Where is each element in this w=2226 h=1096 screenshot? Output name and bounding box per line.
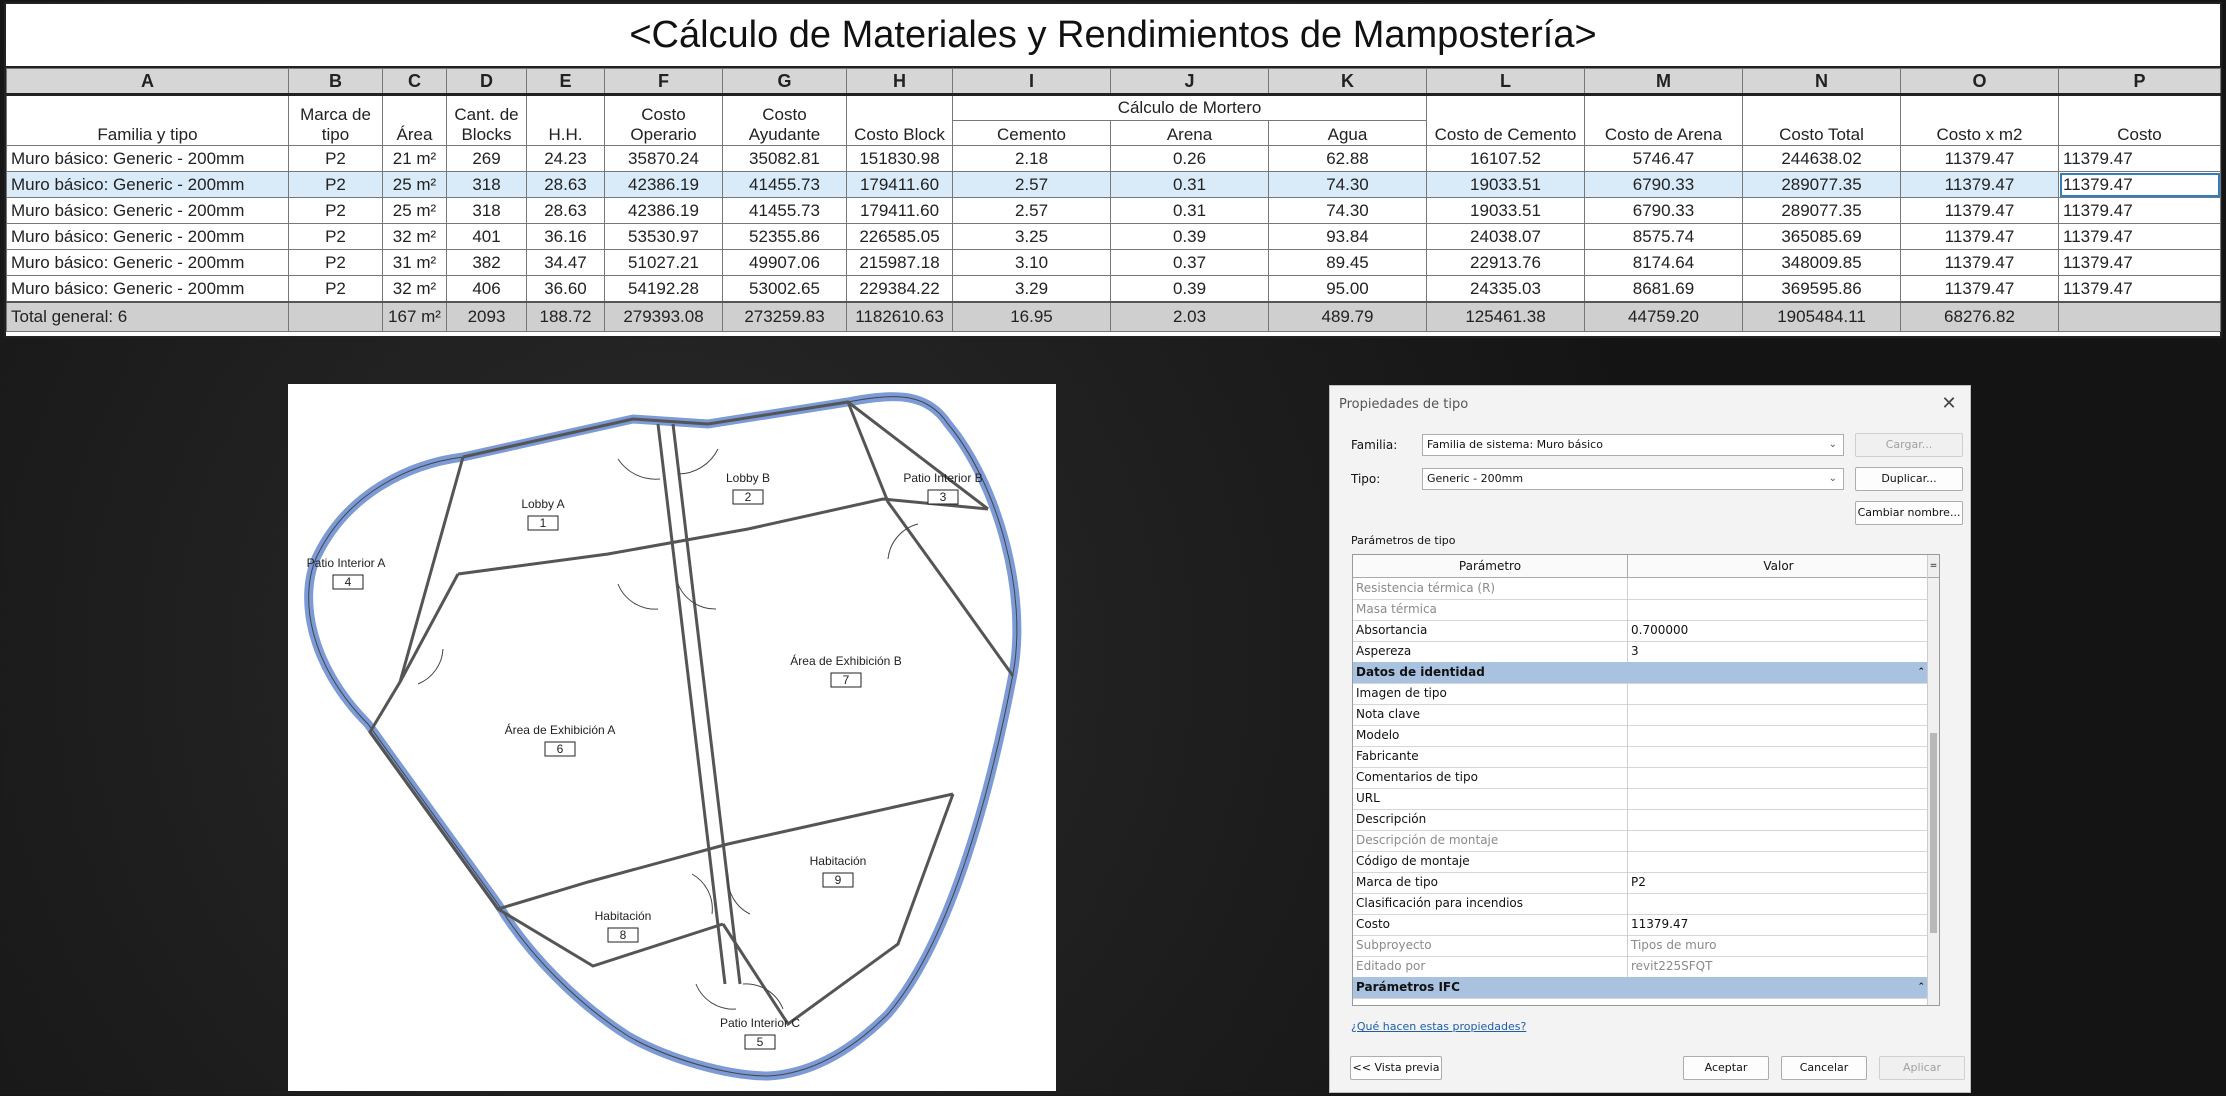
column-divider: [1627, 935, 1628, 956]
column-letter-header[interactable]: F: [605, 69, 723, 95]
schedule-cell[interactable]: 53002.65: [723, 276, 847, 303]
column-header-line: Ayudante: [748, 125, 821, 144]
schedule-cell[interactable]: 24038.07: [1427, 224, 1585, 250]
parameter-name: URL: [1356, 791, 1380, 805]
schedule-cell[interactable]: 53530.97: [605, 224, 723, 250]
total-cell: Total general: 6: [7, 302, 289, 332]
schedule-cell[interactable]: 62.88: [1269, 146, 1427, 172]
column-header[interactable]: Agua: [1269, 121, 1427, 146]
column-letter-header[interactable]: J: [1111, 69, 1269, 95]
parameter-value[interactable]: Tipos de muro: [1631, 938, 1717, 952]
parameter-row[interactable]: [1353, 578, 1929, 600]
column-divider: [1627, 893, 1628, 914]
room-name: Habitación: [809, 854, 867, 868]
parameter-row[interactable]: [1353, 788, 1929, 810]
room-number: 1: [539, 516, 547, 530]
schedule-cell[interactable]: 8174.64: [1585, 250, 1743, 276]
parametros-label: Parámetros de tipo: [1351, 534, 1456, 547]
parameter-name: Costo: [1356, 917, 1391, 931]
schedule-cell[interactable]: 151830.98: [847, 146, 953, 172]
collapse-icon[interactable]: ⌃: [1917, 667, 1925, 677]
schedule-cell[interactable]: 348009.85: [1743, 250, 1901, 276]
schedule-cell[interactable]: 36.60: [527, 276, 605, 303]
schedule-cell[interactable]: P2: [289, 250, 383, 276]
parameter-name: Marca de tipo: [1356, 875, 1438, 889]
column-header[interactable]: [289, 95, 383, 146]
parameter-row[interactable]: [1353, 746, 1929, 768]
parameter-value[interactable]: 3: [1631, 644, 1639, 658]
schedule-cell[interactable]: 229384.22: [847, 276, 953, 303]
room-number: 7: [842, 673, 850, 687]
column-header-line: Familia y tipo: [97, 125, 198, 144]
parameter-name: Resistencia térmica (R): [1356, 581, 1496, 595]
parameter-row[interactable]: [1353, 851, 1929, 873]
column-header[interactable]: [605, 95, 723, 146]
room-number: 2: [744, 490, 752, 504]
total-cell: 44759.20: [1585, 302, 1743, 332]
schedule-row[interactable]: [7, 172, 2221, 198]
schedule-cell[interactable]: 2.57: [953, 172, 1111, 198]
schedule-cell[interactable]: 2.18: [953, 146, 1111, 172]
schedule-cell[interactable]: 11379.47: [2059, 276, 2221, 303]
column-letter-header[interactable]: K: [1269, 69, 1427, 95]
column-header-line: H.H.: [548, 125, 583, 144]
schedule-cell[interactable]: 19033.51: [1427, 198, 1585, 224]
schedule-row[interactable]: [7, 146, 2221, 172]
schedule-cell[interactable]: 215987.18: [847, 250, 953, 276]
parameter-row[interactable]: [1353, 641, 1929, 663]
schedule-cell[interactable]: 244638.02: [1743, 146, 1901, 172]
schedule-cell[interactable]: 54192.28: [605, 276, 723, 303]
schedule-cell[interactable]: 35082.81: [723, 146, 847, 172]
parameter-row[interactable]: [1353, 620, 1929, 642]
schedule-cell[interactable]: 74.30: [1269, 198, 1427, 224]
schedule-cell[interactable]: Muro básico: Generic - 200mm: [7, 224, 289, 250]
column-letter-header[interactable]: M: [1585, 69, 1743, 95]
column-letter-header[interactable]: O: [1901, 69, 2059, 95]
column-header[interactable]: Arena: [1111, 121, 1269, 146]
column-header-line: Costo: [762, 105, 807, 124]
column-letter-header[interactable]: N: [1743, 69, 1901, 95]
schedule-cell[interactable]: 19033.51: [1427, 172, 1585, 198]
column-divider: [1627, 746, 1628, 767]
parameter-name: Aspereza: [1356, 644, 1412, 658]
schedule-cell[interactable]: 52355.86: [723, 224, 847, 250]
column-header-line: Costo Total: [1779, 125, 1864, 144]
schedule-cell[interactable]: 6790.33: [1585, 172, 1743, 198]
column-header-parametro[interactable]: Parámetro: [1353, 555, 1628, 577]
schedule-cell[interactable]: P2: [289, 146, 383, 172]
schedule-cell[interactable]: 42386.19: [605, 172, 723, 198]
familia-label: Familia:: [1351, 438, 1398, 452]
schedule-cell[interactable]: 11379.47: [1901, 224, 2059, 250]
schedule-cell[interactable]: Muro básico: Generic - 200mm: [7, 146, 289, 172]
parameter-row[interactable]: [1353, 830, 1929, 852]
column-header[interactable]: [1901, 95, 2059, 146]
room-tags: [307, 471, 983, 1049]
schedule-cell[interactable]: 0.26: [1111, 146, 1269, 172]
column-divider: [1627, 851, 1628, 872]
parameter-row[interactable]: [1353, 704, 1929, 726]
schedule-cell[interactable]: 382: [447, 250, 527, 276]
schedule-cell[interactable]: P2: [289, 276, 383, 303]
scrollbar-thumb[interactable]: [1930, 733, 1937, 933]
vertical-scrollbar[interactable]: [1927, 555, 1939, 1005]
active-cell[interactable]: 11379.47: [2059, 172, 2221, 198]
room-name: Área de Exhibición A: [504, 723, 616, 737]
parameter-row[interactable]: [1353, 893, 1929, 915]
room-name: Patio Interior C: [719, 1016, 801, 1030]
schedule-cell[interactable]: 8575.74: [1585, 224, 1743, 250]
schedule-cell[interactable]: 179411.60: [847, 172, 953, 198]
schedule-cell[interactable]: 8681.69: [1585, 276, 1743, 303]
schedule-row[interactable]: [7, 276, 2221, 303]
column-header[interactable]: [723, 95, 847, 146]
schedule-cell[interactable]: 318: [447, 198, 527, 224]
schedule-cell[interactable]: Muro básico: Generic - 200mm: [7, 250, 289, 276]
schedule-cell[interactable]: 24335.03: [1427, 276, 1585, 303]
parameter-name: Parámetros IFC: [1356, 980, 1460, 994]
column-header[interactable]: Cemento: [953, 121, 1111, 146]
room-number: 8: [619, 928, 627, 942]
schedule-cell[interactable]: 32 m²: [383, 224, 447, 250]
column-header-line: Cant. de: [454, 105, 519, 124]
total-cell: 2093: [447, 302, 527, 332]
schedule-cell[interactable]: 369595.86: [1743, 276, 1901, 303]
schedule-cell[interactable]: 11379.47: [2059, 146, 2221, 172]
schedule-cell[interactable]: 2.57: [953, 198, 1111, 224]
total-cell: 279393.08: [605, 302, 723, 332]
schedule-cell[interactable]: 179411.60: [847, 198, 953, 224]
parameter-group-row[interactable]: [1353, 662, 1929, 684]
exterior-wall: [306, 397, 1017, 1076]
schedule-title: <Cálculo de Materiales y Rendimientos de Mampostería>: [6, 4, 2220, 68]
column-divider: [1627, 620, 1628, 641]
schedule-cell[interactable]: 42386.19: [605, 198, 723, 224]
parameter-row[interactable]: [1353, 914, 1929, 936]
column-header[interactable]: [527, 95, 605, 146]
schedule-cell[interactable]: 34.47: [527, 250, 605, 276]
column-header[interactable]: [447, 95, 527, 146]
column-divider: [1627, 788, 1628, 809]
schedule-cell[interactable]: 11379.47: [2059, 198, 2221, 224]
schedule-cell[interactable]: 41455.73: [723, 172, 847, 198]
schedule-cell[interactable]: 401: [447, 224, 527, 250]
room-number: 9: [834, 873, 842, 887]
schedule-cell[interactable]: 318: [447, 172, 527, 198]
tipo-dropdown[interactable]: [1422, 468, 1844, 490]
total-cell: 273259.83: [723, 302, 847, 332]
room-name: Habitación: [594, 909, 652, 923]
total-cell: 188.72: [527, 302, 605, 332]
schedule-cell[interactable]: Muro básico: Generic - 200mm: [7, 172, 289, 198]
doors: [418, 449, 918, 1009]
schedule-cell[interactable]: 0.31: [1111, 198, 1269, 224]
schedule-cell[interactable]: 74.30: [1269, 172, 1427, 198]
parameter-name: Imagen de tipo: [1356, 686, 1447, 700]
schedule-cell[interactable]: 93.84: [1269, 224, 1427, 250]
schedule-cell[interactable]: P2: [289, 172, 383, 198]
schedule-cell[interactable]: 11379.47: [1901, 276, 2059, 303]
vista-previa-button[interactable]: << Vista previa: [1350, 1056, 1442, 1080]
total-cell: 167 m²: [383, 302, 447, 332]
cancelar-button[interactable]: Cancelar: [1781, 1056, 1867, 1080]
column-header-line: Operario: [630, 125, 697, 144]
cambiar-nombre-button[interactable]: Cambiar nombre...: [1855, 501, 1963, 525]
parameter-name: Código de montaje: [1356, 854, 1470, 868]
schedule-cell[interactable]: 11379.47: [1901, 250, 2059, 276]
column-letter-header[interactable]: P: [2059, 69, 2221, 95]
floor-plan-drawing: [288, 384, 1056, 1091]
duplicar-button[interactable]: Duplicar...: [1855, 467, 1963, 491]
schedule-cell[interactable]: 11379.47: [1901, 172, 2059, 198]
column-header[interactable]: [847, 95, 953, 146]
parameter-value[interactable]: 11379.47: [1631, 917, 1689, 931]
familia-value: Familia de sistema: Muro básico: [1427, 438, 1603, 451]
schedule-cell[interactable]: 269: [447, 146, 527, 172]
parameter-name: Masa térmica: [1356, 602, 1437, 616]
schedule-cell[interactable]: 0.39: [1111, 224, 1269, 250]
schedule-cell[interactable]: 0.31: [1111, 172, 1269, 198]
parameter-name: Datos de identidad: [1356, 665, 1485, 679]
tipo-value: Generic - 200mm: [1427, 472, 1524, 485]
room-name: Lobby B: [725, 471, 771, 485]
total-cell: 489.79: [1269, 302, 1427, 332]
column-header-line: Marca de: [300, 105, 371, 124]
column-letter-header[interactable]: A: [7, 69, 289, 95]
schedule-cell[interactable]: 11379.47: [2059, 250, 2221, 276]
column-header[interactable]: [1585, 95, 1743, 146]
schedule-row[interactable]: [7, 224, 2221, 250]
schedule-cell[interactable]: 95.00: [1269, 276, 1427, 303]
parameter-row[interactable]: [1353, 725, 1929, 747]
parameter-row[interactable]: [1353, 809, 1929, 831]
type-properties-dialog: [1329, 385, 1971, 1093]
chevron-down-icon: ⌄: [1828, 473, 1837, 484]
column-header-line: Costo x m2: [1936, 125, 2023, 144]
schedule-cell[interactable]: 6790.33: [1585, 198, 1743, 224]
schedule-cell[interactable]: 24.23: [527, 146, 605, 172]
total-cell: 1905484.11: [1743, 302, 1901, 332]
schedule-cell[interactable]: 11379.47: [1901, 198, 2059, 224]
parameter-value[interactable]: revit225SFQT: [1631, 959, 1713, 973]
column-header-line: Costo: [641, 105, 686, 124]
schedule-table: [6, 68, 2221, 332]
column-header-valor[interactable]: Valor: [1763, 559, 1794, 573]
aceptar-button[interactable]: Aceptar: [1683, 1056, 1769, 1080]
column-letter-header[interactable]: D: [447, 69, 527, 95]
parameter-name: Fabricante: [1356, 749, 1419, 763]
schedule-row[interactable]: [7, 198, 2221, 224]
column-divider: [1627, 725, 1628, 746]
parameter-name: Comentarios de tipo: [1356, 770, 1478, 784]
parameter-row[interactable]: [1353, 935, 1929, 957]
column-header-line: tipo: [321, 125, 350, 144]
column-letter-header[interactable]: G: [723, 69, 847, 95]
parameter-group-row[interactable]: [1353, 977, 1929, 999]
schedule-cell[interactable]: 11379.47: [2059, 224, 2221, 250]
aplicar-button[interactable]: Aplicar: [1879, 1056, 1965, 1080]
header-row: [7, 95, 2221, 121]
column-letter-header[interactable]: L: [1427, 69, 1585, 95]
interior-walls: [370, 402, 1013, 1024]
parameter-name: Descripción de montaje: [1356, 833, 1499, 847]
total-cell: 16.95: [953, 302, 1111, 332]
schedule-cell[interactable]: 28.63: [527, 172, 605, 198]
schedule-cell[interactable]: 289077.35: [1743, 198, 1901, 224]
schedule-cell[interactable]: 0.37: [1111, 250, 1269, 276]
column-divider: [1627, 704, 1628, 725]
schedule-view: [4, 2, 2222, 338]
total-cell: 2.03: [1111, 302, 1269, 332]
schedule-cell[interactable]: Muro básico: Generic - 200mm: [7, 276, 289, 303]
column-letter-header[interactable]: C: [383, 69, 447, 95]
room-name: Lobby A: [521, 497, 565, 511]
room-number: 6: [556, 742, 564, 756]
column-divider: [1627, 872, 1628, 893]
group-header-mortero: Cálculo de Mortero: [953, 95, 1427, 121]
parameter-name: Absortancia: [1356, 623, 1428, 637]
column-divider: [1627, 956, 1628, 977]
column-divider: [1627, 767, 1628, 788]
parameter-row[interactable]: [1353, 956, 1929, 978]
parameter-row[interactable]: [1353, 767, 1929, 789]
column-header-line: Costo de Arena: [1604, 125, 1723, 144]
column-header[interactable]: [1427, 95, 1585, 146]
parameter-name: Clasificación para incendios: [1356, 896, 1523, 910]
schedule-cell[interactable]: 11379.47: [1901, 146, 2059, 172]
room-name: Patio Interior B: [903, 471, 983, 485]
schedule-cell[interactable]: P2: [289, 224, 383, 250]
room-number: 4: [344, 575, 352, 589]
schedule-cell[interactable]: 32 m²: [383, 276, 447, 303]
column-header-line: Costo: [2117, 125, 2162, 144]
parameter-name: Editado por: [1356, 959, 1426, 973]
column-letter-header[interactable]: I: [953, 69, 1111, 95]
total-cell: 68276.82: [1901, 302, 2059, 332]
chevron-down-icon: ⌄: [1828, 439, 1837, 450]
schedule-cell[interactable]: 49907.06: [723, 250, 847, 276]
room-name: Área de Exhibición B: [790, 654, 902, 668]
column-header-line: Costo Block: [854, 125, 945, 144]
parameters-header: [1353, 555, 1929, 578]
total-cell: [2059, 302, 2221, 332]
parameter-value[interactable]: P2: [1631, 875, 1646, 889]
schedule-cell[interactable]: 35870.24: [605, 146, 723, 172]
schedule-cell[interactable]: 289077.35: [1743, 172, 1901, 198]
schedule-cell[interactable]: 31 m²: [383, 250, 447, 276]
column-letter-header[interactable]: B: [289, 69, 383, 95]
dialog-title: Propiedades de tipo: [1339, 397, 1469, 412]
schedule-cell[interactable]: 16107.52: [1427, 146, 1585, 172]
schedule-cell[interactable]: Muro básico: Generic - 200mm: [7, 198, 289, 224]
parameter-name: Modelo: [1356, 728, 1400, 742]
column-letter-header[interactable]: H: [847, 69, 953, 95]
familia-dropdown[interactable]: [1422, 434, 1844, 456]
column-divider: [1627, 809, 1628, 830]
column-divider: [1627, 641, 1628, 662]
column-header-line: Blocks: [461, 125, 512, 144]
schedule-cell[interactable]: 89.45: [1269, 250, 1427, 276]
schedule-cell[interactable]: 51027.21: [605, 250, 723, 276]
column-header-line: Área: [396, 125, 433, 144]
column-divider: [1627, 599, 1628, 620]
schedule-cell[interactable]: 36.16: [527, 224, 605, 250]
parameter-row[interactable]: [1353, 683, 1929, 705]
column-divider: [1627, 830, 1628, 851]
total-row: [7, 302, 2221, 332]
room-number: 5: [756, 1035, 764, 1049]
tipo-label: Tipo:: [1351, 472, 1381, 486]
column-divider: [1627, 914, 1628, 935]
parameter-name: Nota clave: [1356, 707, 1420, 721]
cargar-button[interactable]: Cargar...: [1855, 433, 1963, 457]
column-letter-header[interactable]: E: [527, 69, 605, 95]
help-link[interactable]: ¿Qué hacen estas propiedades?: [1351, 1020, 1527, 1033]
close-icon[interactable]: ✕: [1941, 393, 1957, 414]
schedule-cell[interactable]: 3.25: [953, 224, 1111, 250]
schedule-cell[interactable]: 0.39: [1111, 276, 1269, 303]
parameter-row[interactable]: [1353, 872, 1929, 894]
column-header[interactable]: [7, 95, 289, 146]
schedule-cell[interactable]: 5746.47: [1585, 146, 1743, 172]
schedule-row[interactable]: [7, 250, 2221, 276]
equals-column-header: =: [1928, 555, 1939, 578]
column-divider: [1627, 578, 1628, 599]
schedule-cell[interactable]: 406: [447, 276, 527, 303]
column-letters-row: [7, 69, 2221, 95]
floor-plan-view[interactable]: [288, 384, 1056, 1091]
schedule-cell[interactable]: P2: [289, 198, 383, 224]
schedule-cell[interactable]: 226585.05: [847, 224, 953, 250]
schedule-cell[interactable]: 41455.73: [723, 198, 847, 224]
schedule-cell[interactable]: 3.10: [953, 250, 1111, 276]
schedule-cell[interactable]: 22913.76: [1427, 250, 1585, 276]
total-cell: 125461.38: [1427, 302, 1585, 332]
total-cell: [289, 302, 383, 332]
column-header-line: Costo de Cemento: [1434, 125, 1577, 144]
collapse-icon[interactable]: ⌃: [1917, 982, 1925, 992]
room-number: 3: [939, 490, 947, 504]
schedule-cell[interactable]: 25 m²: [383, 198, 447, 224]
parameter-value[interactable]: 0.700000: [1631, 623, 1689, 637]
schedule-cell[interactable]: 21 m²: [383, 146, 447, 172]
parameter-name: Subproyecto: [1356, 938, 1432, 952]
schedule-cell[interactable]: 3.29: [953, 276, 1111, 303]
total-cell: 1182610.63: [847, 302, 953, 332]
room-name: Patio Interior A: [306, 556, 386, 570]
schedule-cell[interactable]: 28.63: [527, 198, 605, 224]
column-header[interactable]: [1743, 95, 1901, 146]
parameter-name: Descripción: [1356, 812, 1427, 826]
column-header[interactable]: [2059, 95, 2221, 146]
parameters-grid[interactable]: [1352, 554, 1940, 1006]
column-divider: [1627, 683, 1628, 704]
column-header[interactable]: [383, 95, 447, 146]
parameter-row[interactable]: [1353, 599, 1929, 621]
schedule-cell[interactable]: 365085.69: [1743, 224, 1901, 250]
schedule-cell[interactable]: 25 m²: [383, 172, 447, 198]
